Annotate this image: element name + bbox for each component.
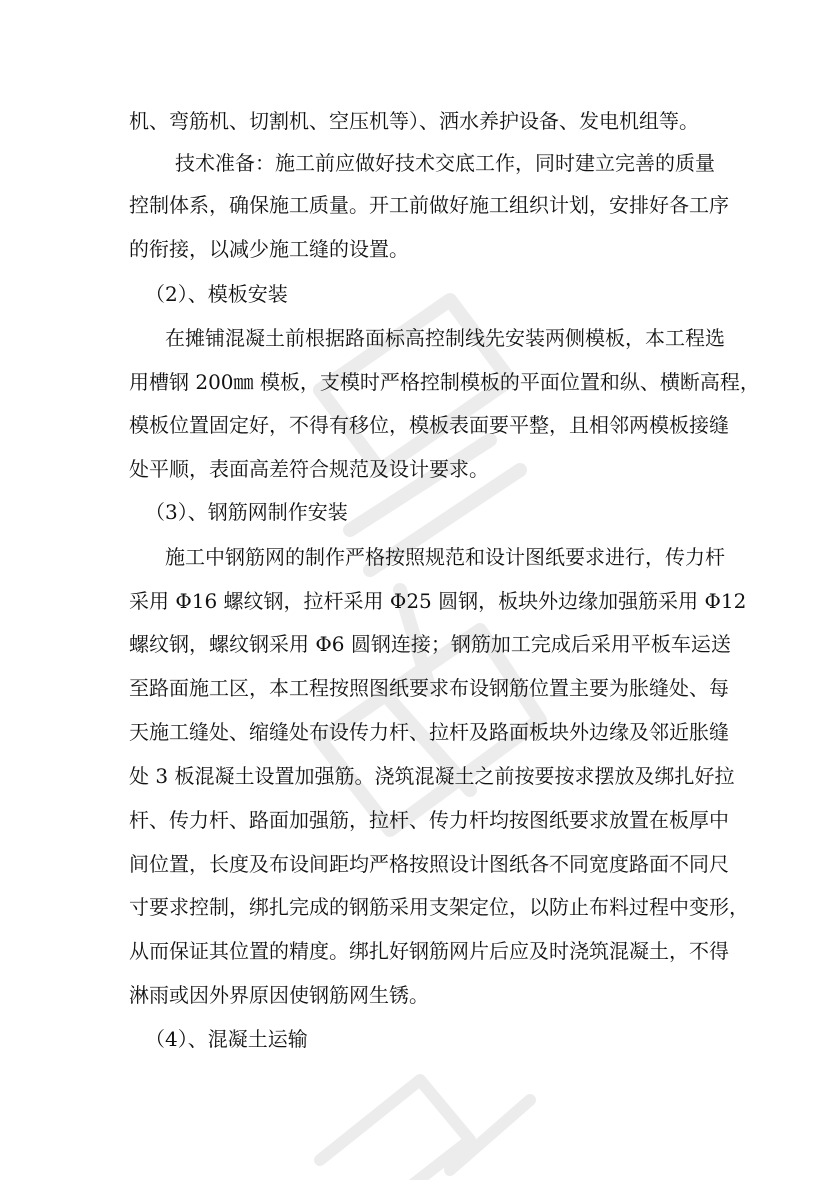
paragraph-line: 从而保证其位置的精度。绑扎好钢筋网片后应及时浇筑混凝土，不得 [129, 939, 729, 963]
watermark-logo-bottom [300, 1040, 560, 1180]
paragraph-line: 处平顺，表面高差符合规范及设计要求。 [129, 457, 489, 481]
paragraph-line: 淋雨或因外界原因使钢筋网生锈。 [129, 983, 429, 1007]
paragraph-line: 控制体系，确保施工质量。开工前做好施工组织计划，安排好各工序 [129, 193, 729, 217]
paragraph-line: 模板位置固定好，不得有移位，模板表面要平整，且相邻两模板接缝 [129, 413, 729, 437]
paragraph-line: 技术准备：施工前应做好技术交底工作，同时建立完善的质量 [175, 151, 715, 175]
paragraph-line: 在摊铺混凝土前根据路面标高控制线先安装两侧模板，本工程选 [165, 326, 725, 350]
paragraph-line: 寸要求控制，绑扎完成的钢筋采用支架定位，以防止布料过程中变形， [129, 895, 749, 919]
paragraph-line: 采用 Φ16 螺纹钢，拉杆采用 Φ25 圆钢，板块外边缘加强筋采用 Φ12 [129, 589, 747, 613]
paragraph-line: 处 3 板混凝土设置加强筋。浇筑混凝土之前按要按求摆放及绑扎好拉 [129, 764, 735, 788]
paragraph-line: 至路面施工区，本工程按照图纸要求布设钢筋位置主要为胀缝处、每 [129, 676, 729, 700]
section-heading: （2）、模板安装 [145, 282, 288, 306]
paragraph-line: 天施工缝处、缩缝处布设传力杆、拉杆及路面板块外边缘及邻近胀缝 [129, 720, 729, 744]
paragraph-line: 杆、传力杆、路面加强筋，拉杆、传力杆均按图纸要求放置在板厚中 [129, 808, 729, 832]
section-heading: （4）、混凝土运输 [145, 1027, 308, 1051]
paragraph-line: 间位置，长度及布设间距均严格按照设计图纸各不同宽度路面不同尺 [129, 852, 729, 876]
paragraph-line: 的衔接，以减少施工缝的设置。 [129, 237, 409, 261]
paragraph-line: 施工中钢筋网的制作严格按照规范和设计图纸要求进行，传力杆 [165, 545, 725, 569]
paragraph-line: 用槽钢 200㎜ 模板，支模时严格控制模板的平面位置和纵、横断高程， [129, 370, 760, 394]
paragraph-line: 螺纹钢，螺纹钢采用 Φ6 圆钢连接；钢筋加工完成后采用平板车运送 [129, 632, 731, 656]
section-heading: （3）、钢筋网制作安装 [145, 500, 348, 524]
paragraph-line: 机、弯筋机、切割机、空压机等）、洒水养护设备、发电机组等。 [129, 109, 699, 133]
